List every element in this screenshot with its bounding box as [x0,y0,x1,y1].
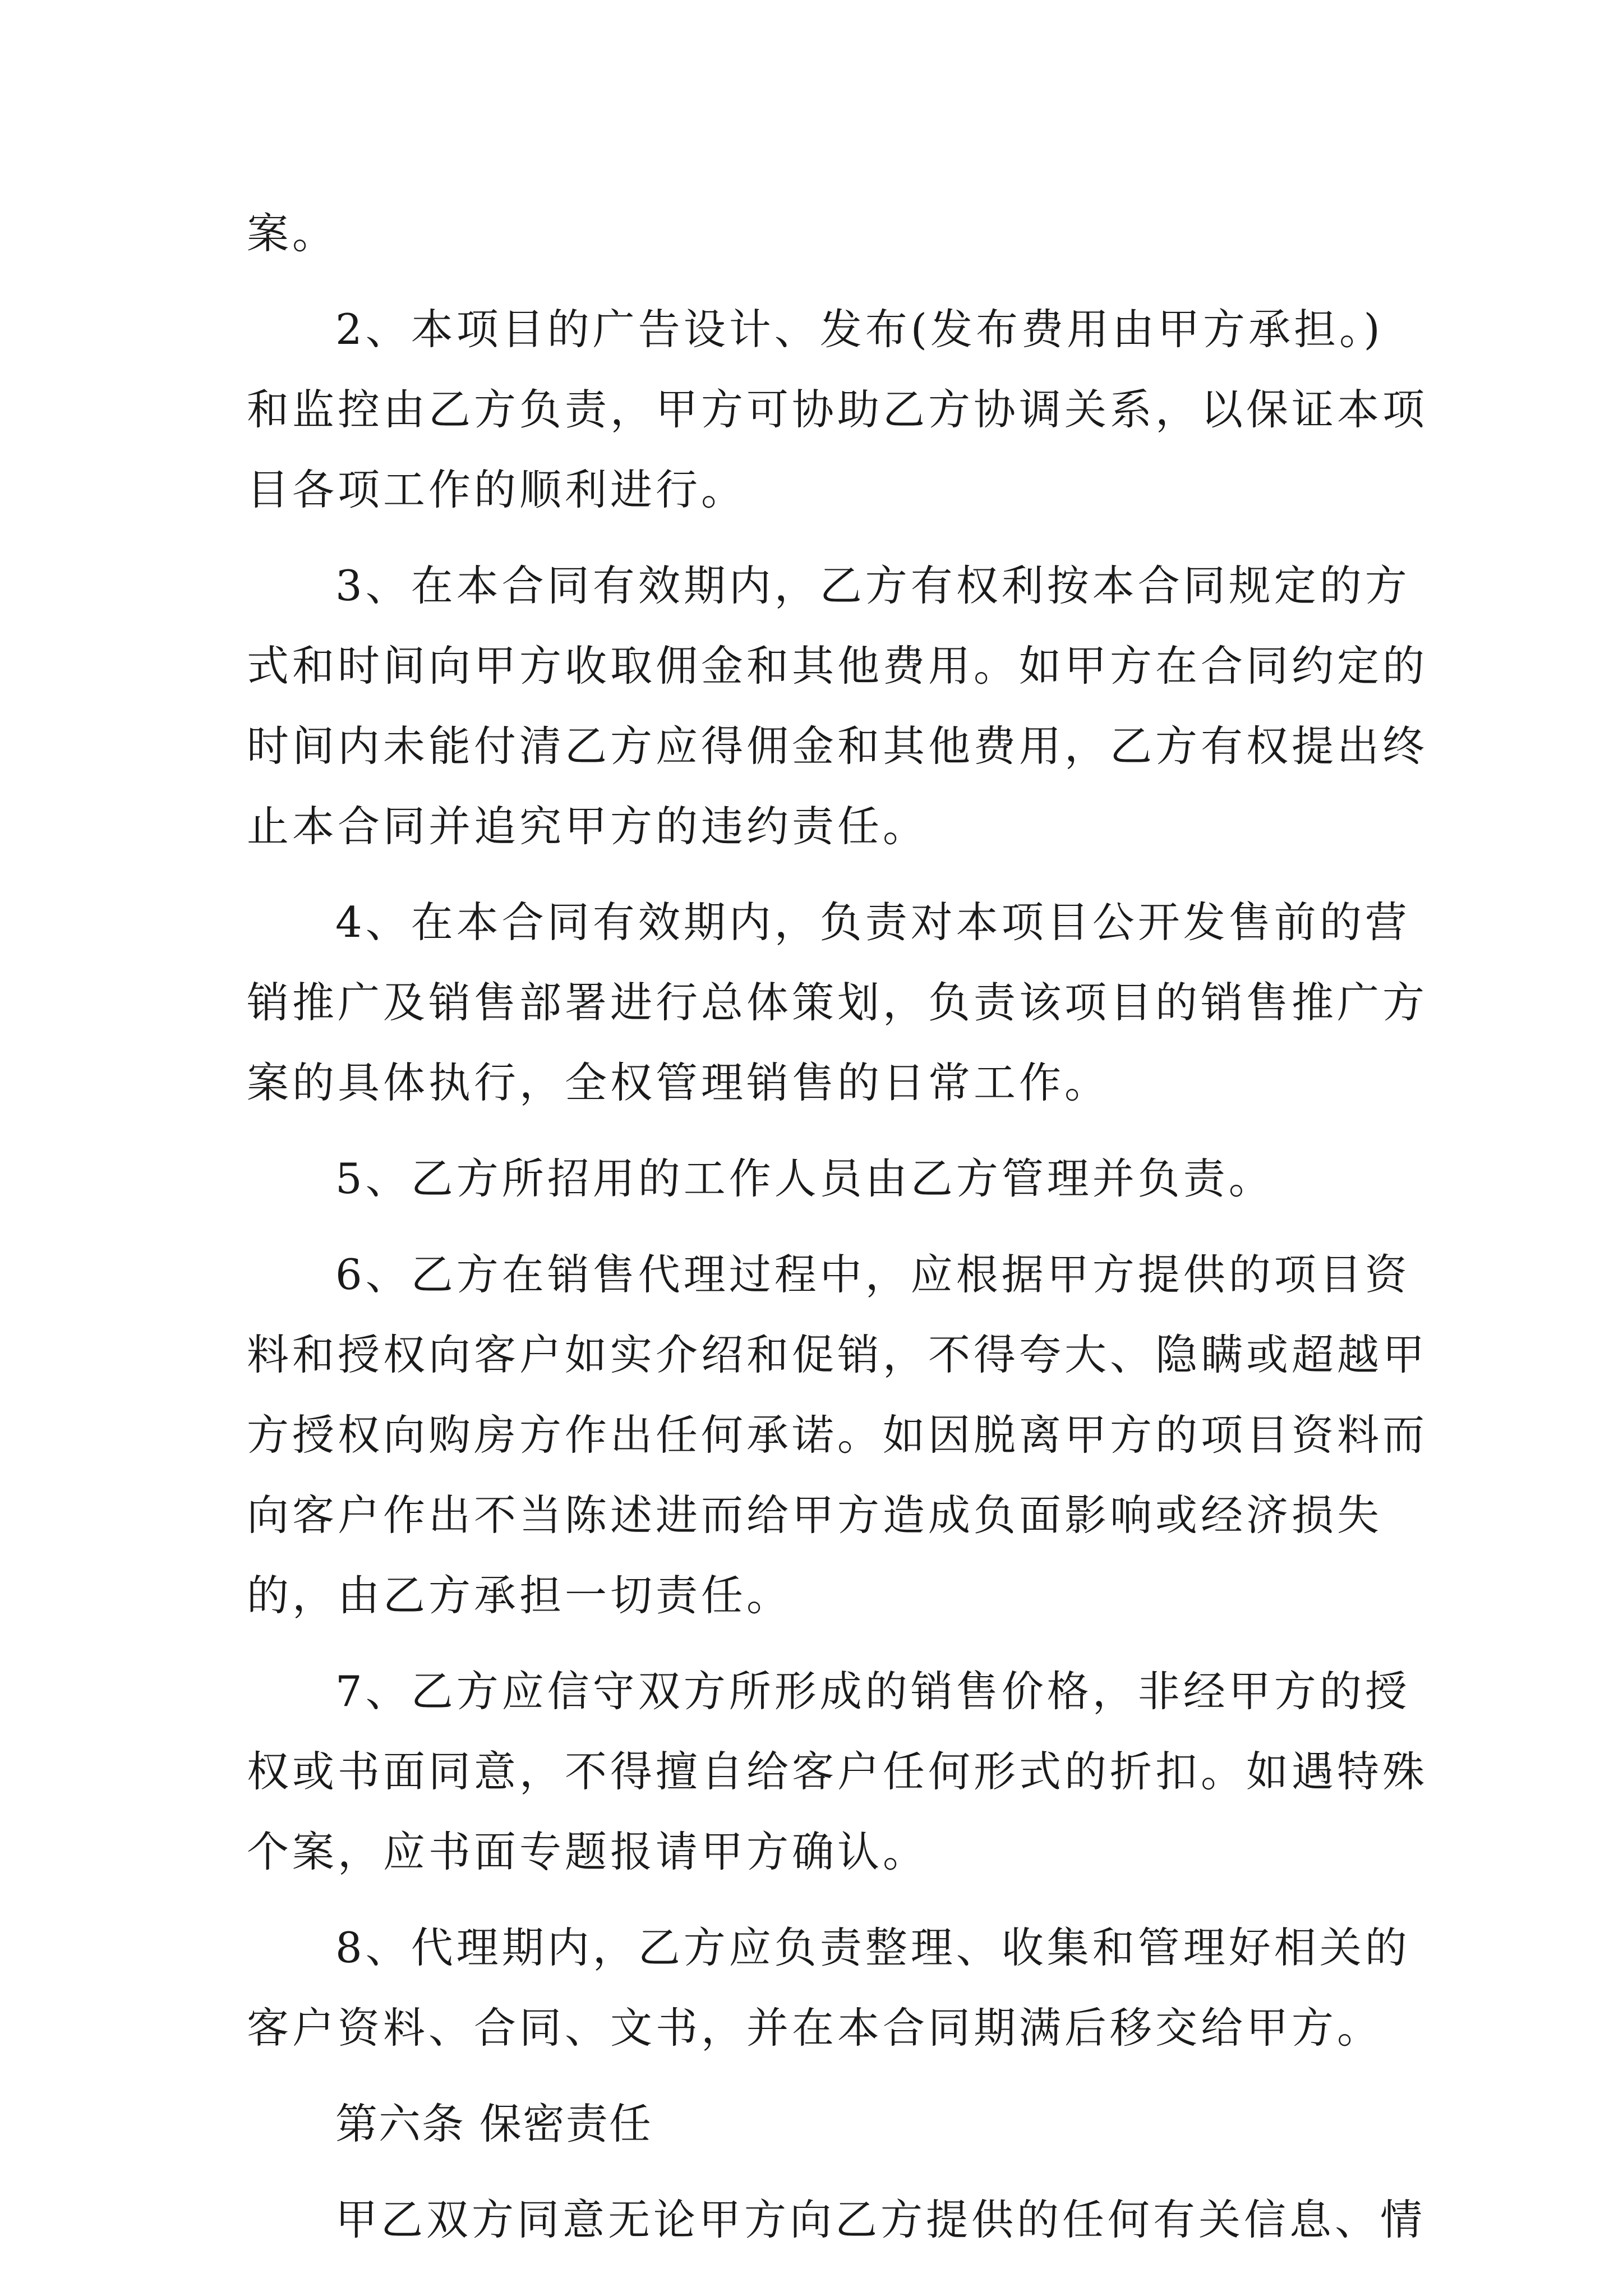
text-line: 3、在本合同有效期内，乙方有权利按本合同规定的方 [335,561,1410,610]
text-line: 向客户作出不当陈述进而给甲方造成负面影响或经济损失 [247,1490,1383,1540]
text-line: 2、本项目的广告设计、发布(发布费用由甲方承担。) [335,305,1384,354]
text-line: 和监控由乙方负责，甲方可协助乙方协调关系，以保证本项 [247,385,1428,434]
text-line: 案的具体执行，全权管理销售的日常工作。 [247,1058,1110,1107]
text-line: 止本合同并追究甲方的违约责任。 [247,802,929,851]
text-line: 案。 [247,209,338,258]
text-line: 式和时间向甲方收取佣金和其他费用。如甲方在合同约定的 [247,641,1428,691]
text-line: 7、乙方应信守双方所形成的销售价格，非经甲方的授 [335,1667,1410,1716]
text-line: 客户资料、合同、文书，并在本合同期满后移交给甲方。 [247,2003,1383,2053]
section-heading: 第六条 保密责任 [335,2099,652,2148]
text-line: 甲乙双方同意无论甲方向乙方提供的任何有关信息、情 [335,2195,1426,2244]
document-body [247,194,1428,2260]
text-line: 6、乙方在销售代理过程中，应根据甲方提供的项目资 [335,1250,1410,1299]
text-line: 个案，应书面专题报请甲方确认。 [247,1827,929,1876]
text-line: 5、乙方所招用的工作人员由乙方管理并负责。 [335,1154,1274,1203]
text-line: 目各项工作的顺利进行。 [247,465,747,514]
text-line: 8、代理期内，乙方应负责整理、收集和管理好相关的 [335,1923,1410,1972]
text-line: 的，由乙方承担一切责任。 [247,1571,792,1620]
text-line: 权或书面同意，不得擅自给客户任何形式的折扣。如遇特殊 [247,1747,1428,1796]
text-line: 方授权向购房方作出任何承诺。如因脱离甲方的项目资料而 [247,1410,1428,1460]
text-line: 销推广及销售部署进行总体策划，负责该项目的销售推广方 [247,978,1428,1027]
text-line: 料和授权向客户如实介绍和促销，不得夸大、隐瞒或超越甲 [247,1330,1428,1379]
text-line: 时间内未能付清乙方应得佣金和其他费用，乙方有权提出终 [247,721,1428,771]
text-line: 4、在本合同有效期内，负责对本项目公开发售前的营 [335,898,1410,947]
